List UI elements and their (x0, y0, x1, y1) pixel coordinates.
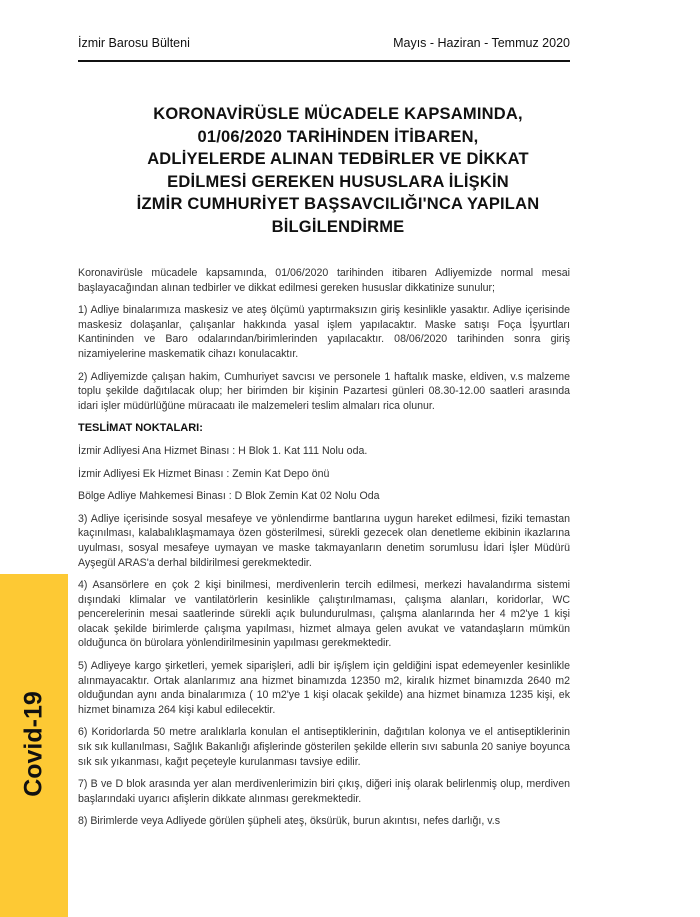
title-line: İZMİR CUMHURİYET BAŞSAVCILIĞI'NCA YAPILAN (136, 195, 540, 213)
item-3: 3) Adliye içerisinde sosyal mesafeye ve yönlendirme bantlarına uygun hareket edilmesi, fiziki temastan kaçınılması, kalabalıklaşmamaya özen gösterilmesi, sürekli gezecek olan denetleme ekibinin ikazlarına uyulması, sosyal mesafeye uymayan ve maske takmayanların denetim sorumlusu İdari İşler Müdürü Ayşegül ARAS'a derhal bildirilmesi gerekmektedir. (78, 512, 570, 569)
title-line: BİLGİLENDİRME (271, 217, 405, 236)
issue-date: Mayıs - Haziran - Temmuz 2020 (393, 36, 570, 50)
title-line: KORONAVİRÜSLE MÜCADELE KAPSAMINDA, (153, 105, 523, 123)
article-title (78, 103, 598, 238)
running-header (78, 36, 570, 50)
header-divider (78, 60, 570, 62)
publication-name: İzmir Barosu Bülteni (78, 36, 190, 50)
item-4: 4) Asansörlere en çok 2 kişi binilmesi, merdivenlerin tercih edilmesi, merkezi havalandırma sistemi dışındaki klimalar ve vantilatörlerin kesinlikle çalıştırılmaması, çalışma alanları, koridorlar, WC pencerelerinin mesai saatlerinde sürekli açık bulundurulması, çalışma alanlarında her 4 m2'ye 1 kişi olacak şekilde birimlerde çalışma yapılması, hizmet almaya gelen avukat ve vatandaşların mümkün olduğunca ön bürolara yönlendirilmesinin yapılması gerekmektedir. (78, 579, 570, 650)
item-8: 8) Birimlerde veya Adliyede görülen şüpheli ateş, öksürük, burun akıntısı, nefes darlığı, v.s (78, 815, 501, 828)
delivery-heading: TESLİMAT NOKTALARI: (78, 422, 203, 435)
delivery-point: Bölge Adliye Mahkemesi Binası : D Blok Zemin Kat 02 Nolu Oda (78, 490, 380, 503)
delivery-point: İzmir Adliyesi Ek Hizmet Binası : Zemin Kat Depo önü (78, 467, 330, 480)
article-body (78, 266, 570, 837)
delivery-point: İzmir Adliyesi Ana Hizmet Binası : H Blok 1. Kat 111 Nolu oda. (78, 444, 368, 457)
item-2: 2) Adliyemizde çalışan hakim, Cumhuriyet savcısı ve personele 1 haftalık maske, eldiven, v.s malzeme toplu şekilde dağıtılacak olup; her birimden bir kişinin Pazartesi günleri 08.30-12.00 saatleri arasında idari işler müdürlüğüne müracaatı ile malzemeleri teslim almaları rica olunur. (78, 370, 570, 412)
section-sidebar (0, 574, 68, 917)
item-1: 1) Adliye binalarımıza maskesiz ve ateş ölçümü yaptırmaksızın giriş kesinlikle yasaktır. Adliye içerisinde maskesiz dolaşanlar, çalışanlar hakkında yasal işlem yapılacaktır. Maske satışı Foça İşyurtları Kantininden ve Baro odalarından/birimlerinden yapılacaktır. 08/06/2020 tarihinden sonra giriş nizamiyelerine maskematik cihazı konulacaktır. (78, 304, 570, 360)
intro-paragraph: Koronavirüsle mücadele kapsamında, 01/06/2020 tarihinden itibaren Adliyemizde normal mesai başlayacağından alınan tedbirler ve dikkat edilmesi gereken hususlar dikkatinize sunulur; (78, 267, 570, 294)
title-line: EDİLMESİ GEREKEN HUSUSLARA İLİŞKİN (167, 172, 509, 191)
title-line: 01/06/2020 TARİHİNDEN İTİBAREN, (197, 127, 479, 146)
section-label: Covid-19 (19, 691, 48, 797)
item-5: 5) Adliyeye kargo şirketleri, yemek siparişleri, adli bir iş/işlem için geldiğini ispat edemeyenler kesinlikle alınmayacaktır. Ortak alanlarımız ana hizmet binamızda 12350 m2, kiralık hizmet binamızda 2640 m2 olduğundan aynı anda binalarımıza ( 10 m2'ye 1 kişi olacak şekilde) ana hizmet binamıza 1235 kişi, ek hizmet binamıza 264 kişi kabul edilecektir. (78, 660, 570, 716)
title-line: ADLİYELERDE ALINAN TEDBİRLER VE DİKKAT (147, 150, 529, 168)
item-7: 7) B ve D blok arasında yer alan merdivenlerimizin biri çıkış, diğeri iniş olarak belirlenmiş olup, merdiven başlarındaki uyarıcı afişlerin dikkate alınması gerekmektedir. (78, 778, 570, 805)
item-6: 6) Koridorlarda 50 metre aralıklarla konulan el antiseptiklerinin, dağıtılan kolonya ve el antiseptiklerinin sık sık kullanılması, Sağlık Bakanlığı afişlerinde gösterilen şekilde ellerin sıvı sabunla 20 saniye boyunca sık sık yıkanması, kağıt peçeteyle kurulanması tavsiye edilir. (78, 726, 570, 768)
